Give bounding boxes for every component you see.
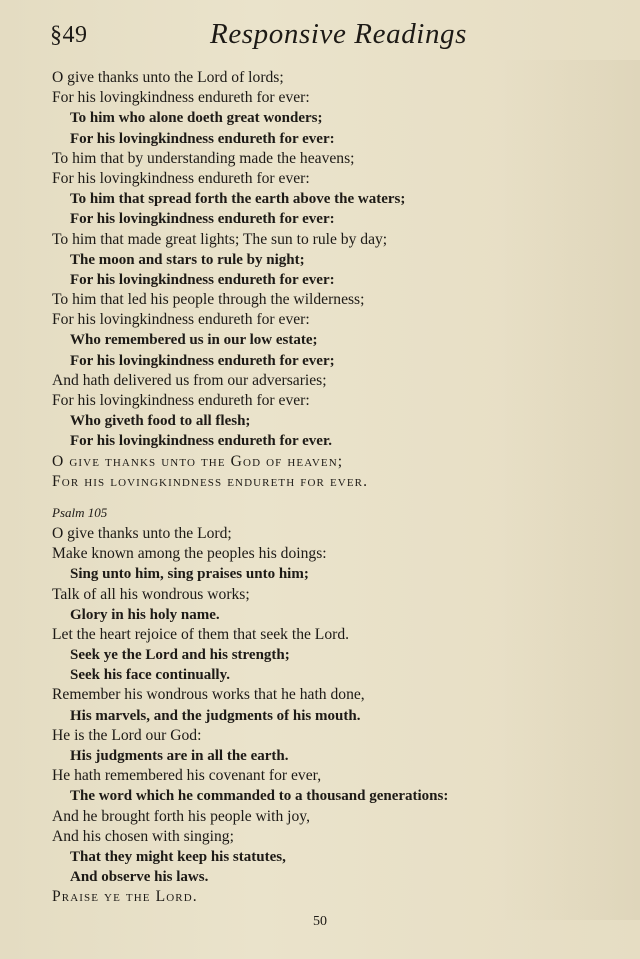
leader-line: And his chosen with singing; (52, 827, 234, 845)
response-line: To him who alone doeth great wonders; (70, 110, 323, 127)
section-number: §49 (50, 22, 88, 48)
response-line: For his lovingkindness endureth for ever; (70, 352, 335, 369)
leader-line: For his lovingkindness endureth for ever: (52, 89, 310, 107)
reading-psalm-136 (52, 68, 632, 492)
leader-line: O give thanks unto the Lord of lords; (52, 69, 284, 86)
unison-line: O give thanks unto the God of heaven; (52, 452, 344, 470)
response-line: His marvels, and the judgments of his mouth. (70, 707, 361, 724)
leader-line: O give thanks unto the Lord; (52, 524, 232, 542)
response-line: To him that spread forth the earth above the waters; (70, 191, 406, 208)
response-line: Seek his face continually. (70, 667, 231, 684)
response-line: His judgments are in all the earth. (70, 748, 289, 764)
leader-line: To him that made great lights; The sun to rule by day; (52, 230, 388, 248)
response-line: The moon and stars to rule by night; (70, 251, 305, 268)
leader-line: For his lovingkindness endureth for ever: (52, 392, 310, 409)
leader-line: To him that by understanding made the heavens; (52, 149, 355, 167)
leader-line: And hath delivered us from our adversaries; (52, 371, 327, 389)
leader-line: He hath remembered his covenant for ever, (52, 767, 322, 785)
response-line: For his lovingkindness endureth for ever: (70, 130, 335, 147)
response-line: The word which he commanded to a thousand generations: (70, 788, 449, 805)
response-line: For his lovingkindness endureth for ever. (70, 433, 332, 450)
response-line: And observe his laws. (70, 869, 209, 886)
leader-line: For his lovingkindness endureth for ever: (52, 311, 310, 329)
leader-line: And he brought forth his people with joy, (52, 807, 310, 825)
leader-line: Remember his wondrous works that he hath done, (52, 686, 365, 704)
running-title: Responsive Readings (210, 18, 468, 50)
leader-line: Make known among the peoples his doings: (52, 545, 327, 563)
response-line: For his lovingkindness endureth for ever: (70, 211, 335, 228)
response-line: Sing unto him, sing praises unto him; (70, 566, 309, 583)
leader-line: Let the heart rejoice of them that seek the Lord. (52, 625, 350, 643)
response-line: Glory in his holy name. (70, 606, 220, 623)
response-line: Seek ye the Lord and his strength; (70, 647, 290, 664)
response-line: That they might keep his statutes, (70, 848, 286, 865)
leader-line: To him that led his people through the wilderness; (52, 291, 365, 309)
reading-body (52, 68, 632, 908)
response-line: Who giveth food to all flesh; (70, 413, 251, 430)
unison-line: For his lovingkindness endureth for ever. (52, 472, 369, 490)
leader-line: For his lovingkindness endureth for ever: (52, 169, 310, 187)
response-line: For his lovingkindness endureth for ever: (70, 271, 335, 288)
leader-line: He is the Lord our God: (52, 726, 202, 744)
reading-psalm-105 (52, 524, 632, 908)
unison-line: Praise ye the Lord. (52, 888, 198, 906)
page-number: 50 (313, 914, 327, 929)
response-line: Who remembered us in our low estate; (70, 332, 318, 349)
psalm-heading: Psalm 105 (52, 504, 108, 520)
leader-line: Talk of all his wondrous works; (52, 585, 250, 603)
